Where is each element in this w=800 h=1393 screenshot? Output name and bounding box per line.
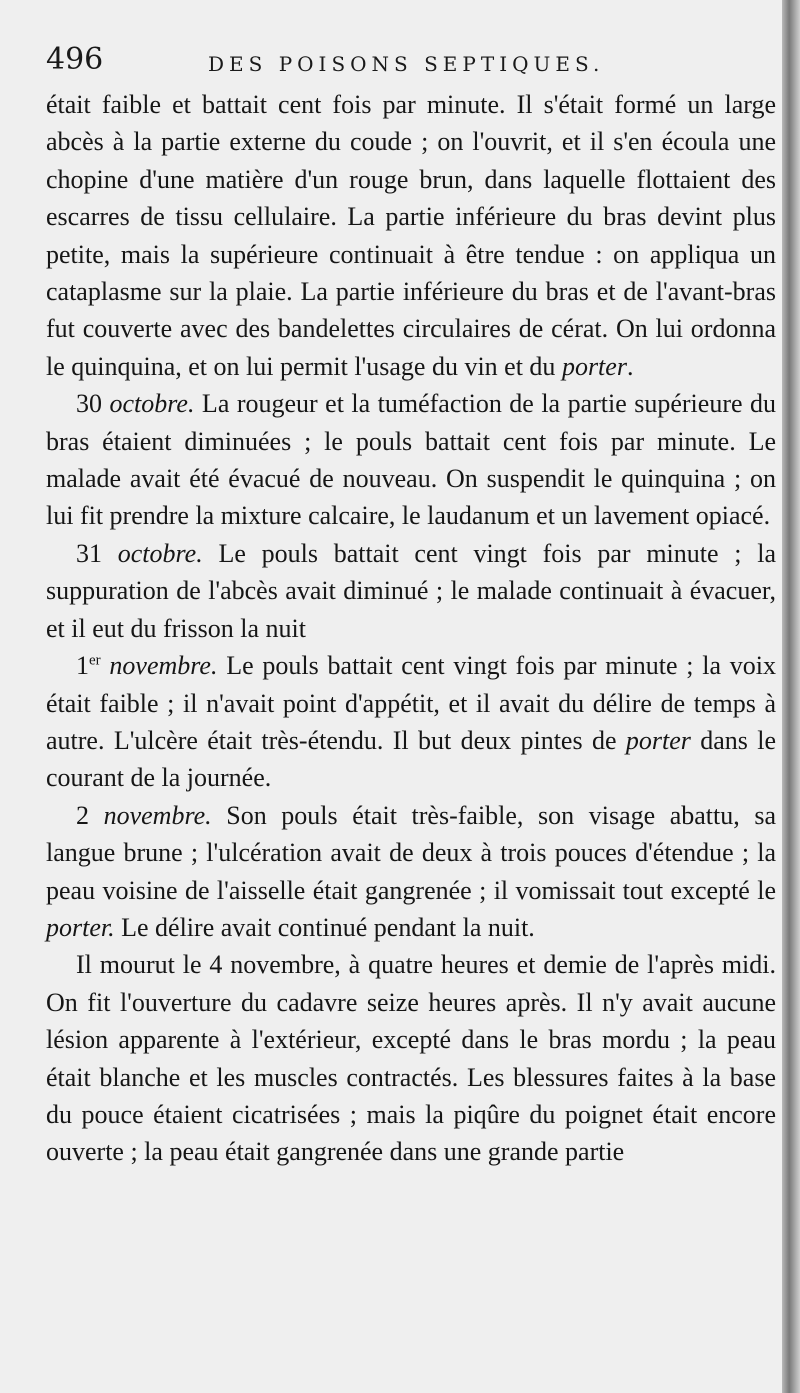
paragraph-continuation: était faible et battait cent fois par minute. Il s'était formé un large abcès à la partie externe du coude ; on l'ouvrit, et il s'en écoula une chopine d'une matière d'un rouge brun, dans laquelle flottaient des escarres de tissu cellulaire. La partie inférieure du bras devint plus petite, mais la supérieure continuait à être tendue : on appliqua un cataplasme sur la plaie. La partie inférieure du bras et de l'avant-bras fut couverte avec des bandelettes circulaires de cérat. On lui ordonna le quinquina, et on lui permit l'usage du vin et du porter. (46, 90, 776, 381)
running-title: DES POISONS SEPTIQUES. (208, 52, 605, 76)
ordinal-superscript: er (89, 652, 101, 669)
page-edge-shadow (782, 0, 800, 1393)
page-number: 496 (46, 42, 104, 77)
paragraph-1er-novembre: 1er novembre. Le pouls battait cent vingt fois par minute ; la voix était faible ; il n'avait point d'appétit, et il avait du délire de temps à autre. L'ulcère était très-étendu. Il but deux pintes de porter dans le courant de la journée. (46, 651, 777, 793)
date-emphasis: octobre. (109, 389, 195, 419)
paragraph-mourut: Il mourut le 4 novembre, à quatre heures et demie de l'après midi. On fit l'ouverture du cadavre seize heures après. Il n'y avait aucune lésion apparente à l'extérieur, excepté dans le bras mordu ; la peau était blanche et les muscles contractés. Les blessures faites à la base du pouce étaient cicatrisées ; mais la piqûre du poignet était encore ouverte ; la peau était gangrenée dans une grande partie (46, 950, 776, 1167)
paragraph-30-octobre: 30 octobre. La rougeur et la tuméfaction de la partie supérieure du bras étaient diminuées ; le pouls battait cent fois par minute. Le malade avait été évacué de nouveau. On suspendit le quinquina ; on lui fit prendre la mixture calcaire, le laudanum et un lavement opiacé. (46, 389, 777, 531)
page-header (46, 42, 766, 82)
date-emphasis: novembre. (100, 651, 218, 681)
date-emphasis: novembre. (103, 800, 212, 830)
paragraph-31-octobre: 31 octobre. Le pouls battait cent vingt fois par minute ; la suppuration de l'abcès avait diminué ; le malade continuait à évacuer, et il eut du frisson la nuit (46, 538, 777, 643)
body-text (46, 86, 776, 1171)
emphasis-porter: porter (625, 725, 691, 755)
emphasis-porter: porter (561, 351, 627, 381)
emphasis-porter: porter. (46, 912, 115, 942)
paragraph-2-novembre: 2 novembre. Son pouls était très-faible, son visage abattu, sa langue brune ; l'ulcération avait de deux à trois pouces d'étendue ; la peau voisine de l'aisselle était gangrenée ; il vomissait tout excepté le porter. Le délire avait continué pendant la nuit. (46, 800, 776, 942)
date-emphasis: octobre. (117, 538, 203, 568)
